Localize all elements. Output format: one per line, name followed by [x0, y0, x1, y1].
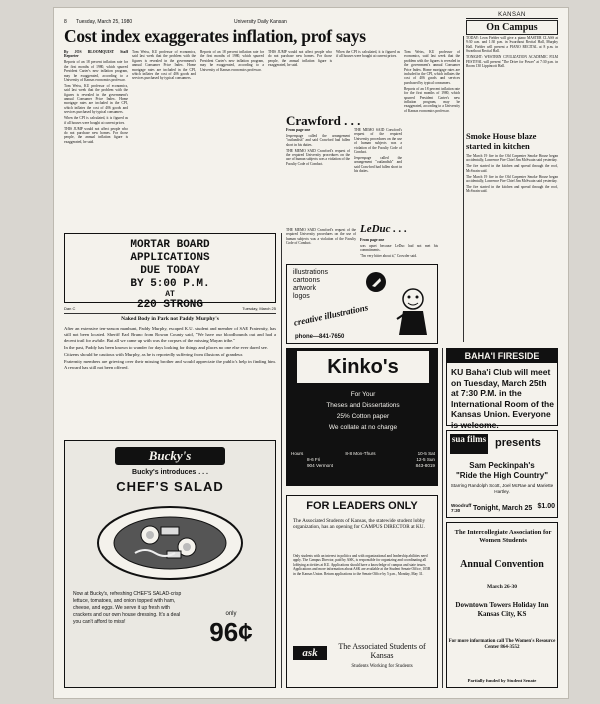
illustrations-ad — [286, 264, 438, 344]
story-para: The March 19 fire in the Old Carpenter Smoke House began accidentally, Lawrence Fire Chief Jim McSwain said yesterday. — [466, 154, 558, 163]
column-rule — [463, 36, 464, 342]
main-headline: Cost index exaggerates inflation, prof says — [64, 26, 366, 46]
story-para: THE MEMO SAID Crawford's request of the required University procedures on the use of human subjects was a violation of the Faculty Code of Conduct. — [286, 148, 350, 166]
buckys-subtitle: Bucky's introduces . . . — [132, 469, 208, 476]
iaws-venue: Downtown Towers Holiday Inn Kansas City, KS — [455, 601, 549, 618]
dayline-right: Tuesday, March 25 — [242, 306, 276, 311]
story-para: Jesperspage called the arrangement "outlandish" and said Crawford had fallen short in his duties. — [354, 155, 402, 174]
film-when: Tonight, March 25 — [472, 504, 533, 512]
buckys-price-block — [195, 611, 267, 648]
on-campus-title: On Campus — [466, 20, 558, 35]
hours-sat: 10-5 Sat — [417, 451, 435, 456]
kansan-label: KANSAN — [466, 12, 558, 19]
crawford-headline: Crawford . . . — [286, 113, 361, 128]
film-price: $1.00 — [537, 503, 555, 510]
kinkos-ad — [286, 348, 438, 486]
ad-line: MORTAR BOARD — [130, 239, 210, 251]
from-page: From page one — [286, 128, 311, 132]
hours-row — [291, 463, 435, 469]
main-story-col-5 — [336, 50, 400, 110]
leaders-title: FOR LEADERS ONLY — [306, 500, 418, 512]
letter-para: After an extensive ten-season manhunt, Paddy Murphy, escaped K.U. student and member of SAE Fraternity, has still not been located. Sheriff Earl Bruno from Rowan County said, "We have our bloodhounds out and had a decent trail for awhile. But all we came up with was the corpses of the missing Mayan tribe." — [64, 326, 276, 343]
iaws-title: The Intercollegiate Association for Women Students — [454, 529, 552, 544]
main-story-col-3 — [200, 50, 264, 110]
illus-line: illustrations — [293, 269, 329, 276]
newspaper-page — [54, 8, 568, 698]
story-para: THIS JUMP would not affect people who do not purchase new homes. For those people, the annual inflation figure is exaggerated, he said. — [268, 50, 332, 68]
page-number: 8 — [64, 19, 67, 25]
buckys-description: Now at Bucky's, refreshing CHEF'S SALAD-crisp lettuce, tomatoes, and onion topped with ham, cheese, and eggs. We serve it up fresh with crackers and our own house dressing. It's a deal you can't afford to miss! — [73, 591, 182, 625]
hours-label: Hours — [291, 451, 304, 456]
sua-logo: sua films — [450, 434, 488, 454]
story-para: Reports of an 18 percent inflation rate for the first months of 1980, which spurred President Carter's new inflation program, may be exaggerated, according to a University of Kansas economics professor. — [404, 86, 460, 113]
story-para: The fire started in the kitchen and spread through the roof, McSwain said. — [466, 164, 558, 173]
story-para: THIS JUMP would not affect people who do not purchase new homes. For those people, the annual inflation figure is exaggerated, he said. — [64, 126, 128, 144]
creative-tagline: creative illustrations — [292, 302, 369, 328]
illus-phone: phone—841-7650 — [295, 334, 345, 340]
column-rule — [442, 348, 443, 688]
on-campus-box — [466, 12, 558, 35]
main-story-col-2 — [132, 50, 196, 110]
bahai-body: KU Baha'i Club will meet on Tuesday, March 25th at 7:30 P.M. in the International Room of the Kansas Union. Everyone is welcome. — [451, 367, 554, 430]
smoke-story — [466, 154, 558, 342]
on-campus-item: TODAY: Leon Fielder will give a piano MASTER CLASS at 9:30 a.m. and 1:30 p.m. in Swarthout Recital Hall, Murphy Hall. Fielder will present a PIANO RECITAL at 8 p.m. in Swarthout Recital Hall. — [466, 36, 558, 54]
iaws-ad — [446, 522, 558, 688]
sua-films-ad — [446, 430, 558, 518]
ad-line: 220 STRONG — [136, 299, 203, 311]
only-label: only — [225, 611, 237, 617]
story-para: Tom Weiss, KU professor of economics, said last week that the problem with the figures is revealed in the government's annual Consumer Price Index. Home mortgage rates are included in the CPI, which inflates the cost of 406 goods and services purchased by typical consumers. — [404, 50, 460, 85]
letter-para: Citizens should be cautious with Murphy, as he is reportedly suffering from illusions of grandeur. — [64, 352, 243, 358]
story-para: THE MEMO SAID Crawford's request of the required University procedures on the use of human subjects was a violation of the Faculty Code of Conduct. — [286, 228, 356, 246]
hours-sun: 12-5 Sun — [416, 457, 435, 462]
letter-title: Naked Body in Park not Paddy Murphy's — [121, 316, 219, 322]
offer-line: We collate at no charge — [328, 424, 398, 431]
story-para: Tom Weiss, KU professor of economics, said last week that the problem with the figures is revealed in the government's annual Consumer Price Index. Home mortgage rates are included in the CPI, which inflates the cost of 406 goods and services purchased by typical consumers. — [64, 83, 128, 115]
film-director: Sam Peckinpah's — [469, 461, 535, 470]
divider — [64, 313, 276, 314]
pen-nib-icon — [365, 271, 387, 293]
kinkos-hours — [291, 451, 435, 469]
story-para: Reports of an 18 percent inflation rate for the first months of 1980, which spurred President Carter's new inflation program, may be exaggerated, according to a University of Kansas economics professor. — [64, 60, 128, 82]
crawford-cont — [286, 228, 356, 262]
leaders-ad — [286, 495, 438, 688]
issue-date: Tuesday, March 25, 1980 — [76, 19, 133, 25]
ad-line: BY 5:00 P.M. — [130, 278, 210, 290]
kinkos-logo: Kinko's — [297, 351, 429, 383]
letter-para: Fraternity members are grieving over their missing brother and would appreciate the public's help in finding him. A reward has still not been offered. — [64, 359, 276, 371]
kinkos-phone: 843-8019 — [415, 463, 435, 468]
iaws-info: For more information call The Women's Resource Center 864-3552 — [448, 639, 556, 651]
film-title — [447, 461, 557, 481]
story-para: THE MEMO SAID Crawford's request of the required University procedures on the use of human subjects was a violation of the Faculty Code of Conduct. — [354, 128, 402, 155]
leaders-details: Only students with an interest in politics and with organizational and leadership abilities need apply. The Campus Director, paid by ASK, is responsible for organizing and coordinating all lobbying activities at KU. Applications should have a knowledge of campus and state issues. Applications and more information about ASK are available at the Student Senate Office, 105B in the Kansas Union. Return applications to the Senate Office by 5 p.m., Monday, May 31. — [293, 554, 431, 576]
iaws-funding: Partially funded by Student Senate — [467, 678, 537, 683]
story-para: Reports of an 18 percent inflation rate for the first months of 1980, which spurred President Carter's new inflation program, may be exaggerated, according to a University of Kansas economics professor. — [200, 50, 264, 72]
sua-presents: presents — [495, 437, 541, 449]
from-page: From page one — [360, 238, 385, 242]
kinkos-offer — [291, 389, 435, 433]
on-campus-item: TONIGHT: WESTERN CIVILIZATION ACADEMIC FILM FESTIVAL will present "The Drive for Power" at 7:30 p.m. in Room 130 Lippincott Hall. — [466, 55, 558, 68]
illus-line: logos — [293, 293, 310, 300]
hours-fri: 8-6 Fri — [307, 457, 321, 462]
bahai-title: BAHA'I FIRESIDE — [447, 349, 557, 363]
main-story-col-1 — [64, 50, 128, 228]
smoke-headline: Smoke House blaze started in kitchen — [466, 131, 537, 151]
letter-para: In the past, Paddy has been known to wander for days looking for things and places no one else ever dared see. — [64, 344, 268, 350]
offer-line: 25% Cotton paper — [336, 413, 390, 420]
illus-line: artwork — [293, 285, 316, 292]
illus-line: cartoons — [293, 277, 320, 284]
ask-logo: ask — [293, 646, 327, 660]
crawford-col-2 — [354, 128, 402, 224]
main-story-col-4 — [268, 50, 332, 110]
leaders-body: The Associated Students of Kansas, the statewide student lobby organization, has an opening for CAMPUS DIRECTOR at KU. — [293, 518, 426, 531]
byline: By JOS BLOOMQUIST Staff Reporter — [64, 50, 128, 59]
ad-line: DUE TODAY — [140, 265, 200, 277]
offer-line: For Your — [350, 391, 376, 398]
dayline-left: Dan C — [64, 306, 76, 311]
buckys-title: CHEF'S SALAD — [116, 479, 224, 494]
iaws-annual: Annual Convention — [460, 559, 544, 570]
story-para: When the CPI is calculated, it is figured as if all houses were bought at current prices. — [64, 116, 128, 125]
kinkos-address: 904 Vermont — [307, 463, 334, 468]
column-rule — [281, 233, 282, 688]
hours-weekday: 8-8 Mon-Thurs — [345, 451, 376, 456]
letter-body — [64, 326, 276, 436]
story-para: The March 19 fire in the Old Carpenter Smoke House began accidentally, Lawrence Fire Chief Jim McSwain said yesterday. — [466, 174, 558, 184]
bahai-ad — [446, 348, 558, 430]
salad-plate-icon — [95, 503, 245, 583]
story-para: "I'm very bitter about it," Crowder said. — [360, 254, 418, 259]
buckys-price: 96¢ — [209, 617, 253, 647]
on-campus-list — [466, 36, 558, 128]
buckys-ad — [64, 440, 276, 688]
letter-dayline — [64, 306, 276, 311]
cartoon-character-icon — [391, 285, 435, 337]
film-cast: Starring Randolph Scott, Joel McRae and Mariette Hartley. — [450, 483, 554, 494]
film-place: Woodruff 7:30 — [451, 503, 472, 513]
paper-name: University Daily Kansan — [234, 19, 287, 25]
buckys-logo: Bucky's — [115, 447, 225, 465]
film-showing — [451, 503, 555, 513]
story-para: When the CPI is calculated, it is figured as if all houses were bought at current prices. — [336, 50, 400, 59]
main-story-col-6 — [404, 50, 460, 222]
offer-line: Theses and Dissertations — [326, 402, 400, 409]
illus-list — [293, 269, 328, 301]
story-para: The fire started in the kitchen and spread through the roof, McSwain said. — [466, 184, 558, 194]
film-name: "Ride the High Country" — [455, 471, 549, 480]
ad-line: AT — [165, 290, 175, 299]
ad-line: APPLICATIONS — [130, 252, 210, 264]
leduc-story — [360, 238, 438, 262]
leduc-headline: LeDuc . . . — [360, 223, 408, 235]
iaws-date: March 26-30 — [487, 584, 517, 590]
story-para: Tom Weiss, KU professor of economics, said last week that the problem with the figures is revealed in the government's annual Consumer Price Index. Home mortgage rates are included in the CPI, which inflates the cost of 406 goods and services purchased by typical consumers. — [132, 50, 196, 81]
ask-name: The Associated Students of Kansas — [338, 642, 426, 660]
ask-tagline: Students Working for Students — [351, 664, 413, 669]
crawford-col-1 — [286, 128, 350, 224]
story-para: Jesperspage called the arrangement "outlandish" and said Crawford had fallen short in his duties. — [286, 133, 350, 147]
story-para: was upset because LeDuc had not met his commitments. — [360, 243, 438, 253]
